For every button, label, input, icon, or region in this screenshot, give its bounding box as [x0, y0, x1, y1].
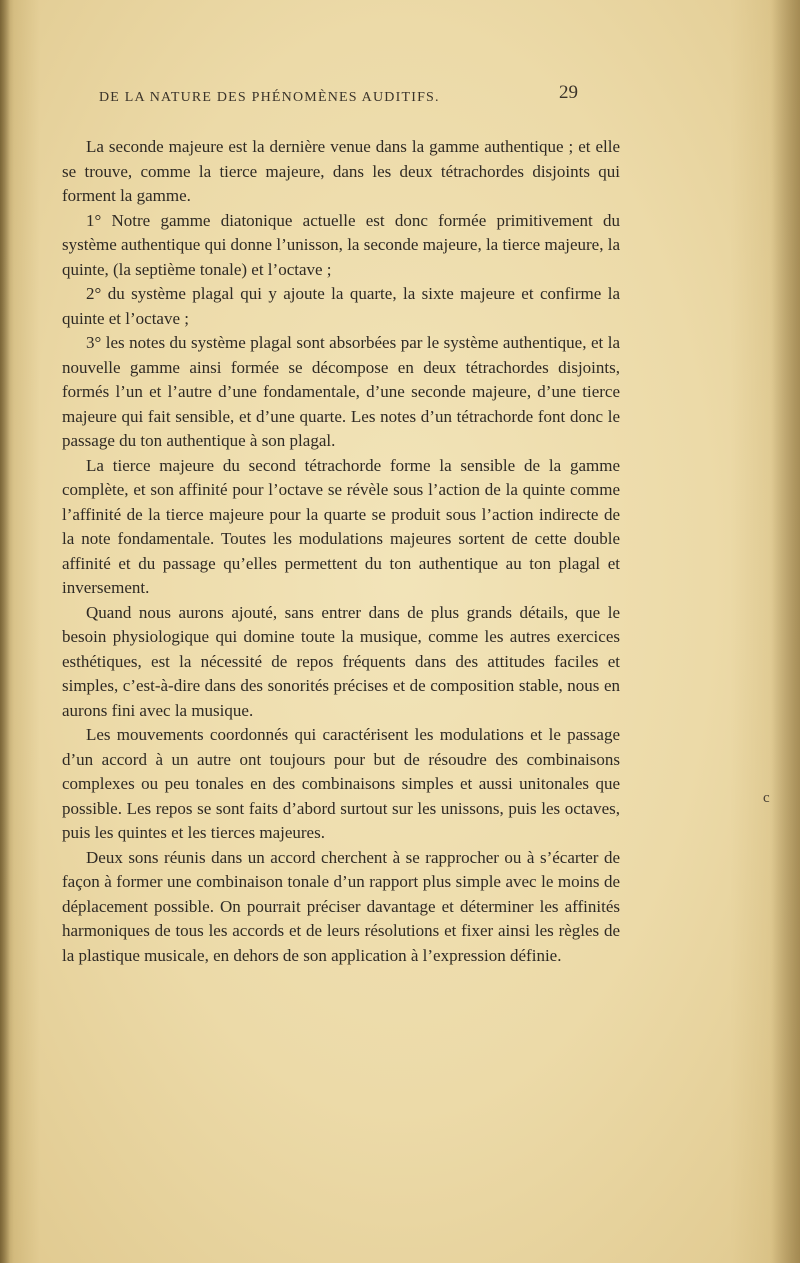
page-number: 29	[559, 82, 578, 103]
paragraph: 2° du système plagal qui y ajoute la quarte, la sixte majeure et confirme la quinte et l’octave ;	[62, 284, 620, 328]
paragraph: Deux sons réunis dans un accord cherchent à se rapprocher ou à s’écarter de façon à former une combinaison tonale d’un rapport plus simple avec le moins de déplacement possible. On pourrait préciser davantage et déterminer les affinités harmoniques de tous les accords et de leurs résolutions et fixer ainsi les règles de la plastique musicale, en dehors de son application à l’expression définie.	[62, 847, 620, 965]
paragraph: 1° Notre gamme diatonique actuelle est donc formée primitivement du système authentique qui donne l’unisson, la seconde majeure, la tierce majeure, la quinte, (la septième tonale) et l’octave ;	[62, 210, 620, 279]
page-edge	[770, 0, 800, 1263]
paragraph: Quand nous aurons ajouté, sans entrer dans de plus grands détails, que le besoin physiologique qui domine toute la musique, comme les autres exercices esthétiques, est la nécessité de repos fréquents dans des attitudes faciles et simples, c’est-à-dire dans des sonorités précises et de composition stable, nous en aurons fini avec la musique.	[62, 602, 620, 720]
paragraph: La tierce majeure du second tétrachorde forme la sensible de la gamme complète, et son affinité pour l’octave se révèle sous l’action de la quinte comme l’affinité de la tierce majeure pour la quarte se produit sous l’action indirecte de la note fondamentale. Toutes les modulations majeures sortent de cette double affinité et du passage qu’elles permettent du ton authentique au ton plagal et inversement.	[62, 455, 620, 597]
paragraph: 3° les notes du système plagal sont absorbées par le système authentique, et la nouvelle gamme ainsi formée se décompose en deux tétrachordes disjoints, formés l’un et l’autre d’une fondamentale, d’une seconde majeure, d’une tierce majeure qui fait sensible, et d’une quarte. Les notes d’un tétrachorde font donc le passage du ton authentique à son plagal.	[62, 333, 620, 450]
paragraph: Les mouvements coordonnés qui caractérisent les modulations et le passage d’un accord à un autre ont toujours pour but de résoudre des combinaisons complexes ou peu tonales en des combinaisons simples et aussi unitonales que possible. Les repos se sont faits d’abord surtout sur les unissons, puis les octaves, puis les quintes et les tierces majeures.	[62, 725, 620, 842]
spine-shadow	[0, 0, 10, 1263]
body-text	[62, 135, 620, 968]
running-head	[0, 82, 800, 122]
margin-mark: c	[763, 790, 770, 806]
running-head-title: DE LA NATURE DES PHÉNOMÈNES AUDITIFS.	[99, 90, 440, 105]
paragraph: La seconde majeure est la dernière venue dans la gamme authentique ; et elle se trouve, comme la tierce majeure, dans les deux tétrachordes disjoints qui forment la gamme.	[62, 137, 620, 205]
